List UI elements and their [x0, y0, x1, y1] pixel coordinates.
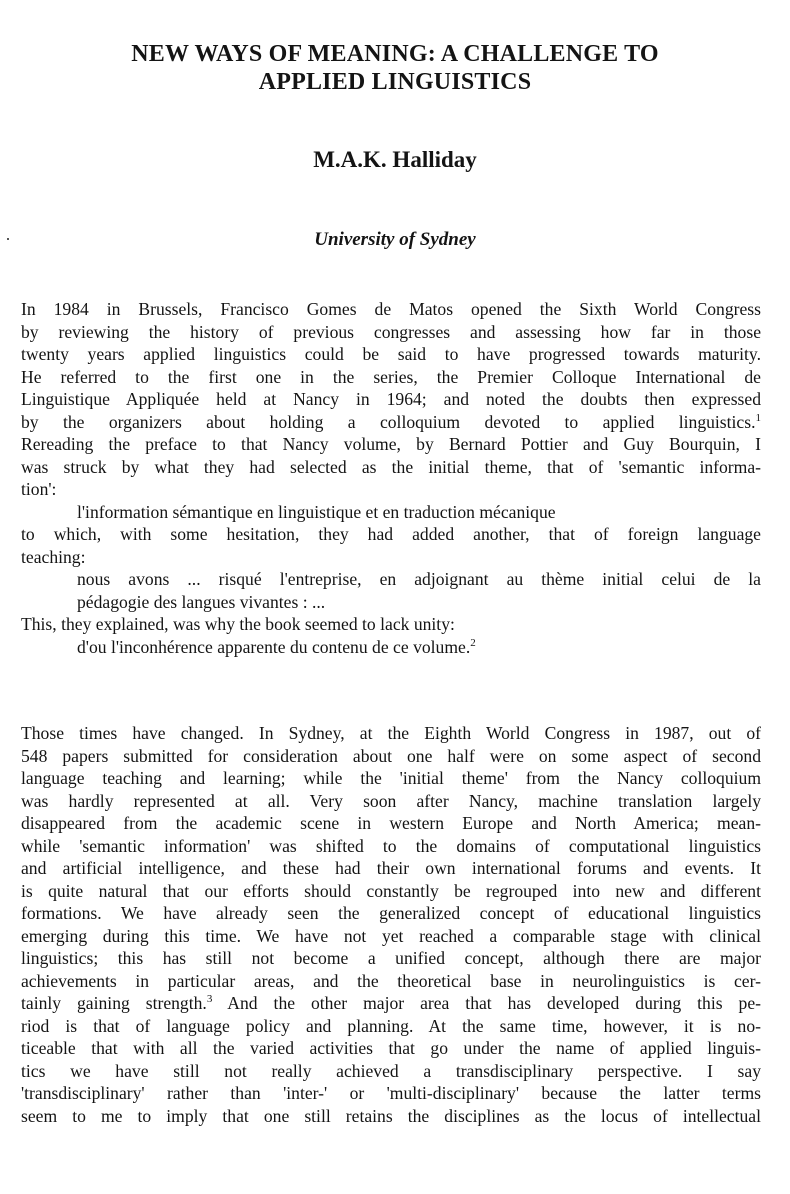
text-line: In 1984 in Brussels, Francisco Gomes de Matos opened the Sixth World Congress: [21, 299, 761, 319]
text-line: by reviewing the history of previous congresses and assessing how far in those: [21, 321, 761, 342]
text-line: He referred to the first one in the series, the Premier Colloque International de: [21, 366, 761, 387]
footnote-marker-2[interactable]: 2: [470, 636, 476, 649]
paper-title: [0, 40, 790, 96]
author-name: M.A.K. Halliday: [313, 147, 477, 172]
text-line: tics we have still not really achieved a transdisciplinary perspective. I say: [21, 1060, 761, 1081]
text-line: language teaching and learning; while the 'initial theme' from the Nancy colloquium: [21, 768, 761, 788]
paragraph-2: [21, 722, 761, 1127]
text-line: formations. We have already seen the generalized concept of educational linguistics: [21, 903, 761, 923]
title-line-1: NEW WAYS OF MEANING: A CHALLENGE TO: [131, 41, 659, 67]
text-line: 548 papers submitted for consideration about one half were on some aspect of second: [21, 745, 761, 766]
text-line: Those times have changed. In Sydney, at the Eighth World Congress in 1987, out of: [21, 723, 761, 743]
text-line: ticeable that with all the varied activities that go under the name of applied linguis-: [21, 1038, 761, 1058]
text-line: and artificial intelligence, and these had their own international forums and events. It: [21, 858, 761, 878]
text-line: Rereading the preface to that Nancy volume, by Bernard Pottier and Guy Bourquin, I: [21, 434, 761, 454]
text-line: riod is that of language policy and planning. At the same time, however, it is no-: [21, 1015, 761, 1036]
text-fragment: tainly gaining strength.: [21, 993, 207, 1013]
text-fragment: d'ou l'inconhérence apparente du contenu de ce volume.: [77, 636, 471, 657]
text-line: This, they explained, was why the book seemed to lack unity:: [21, 614, 455, 634]
text-line: tion':: [21, 479, 57, 499]
author-affiliation: University of Sydney: [314, 229, 476, 250]
text-line: while 'semantic information' was shifted to the domains of computational linguistics: [21, 835, 761, 856]
text-line: disappeared from the academic scene in western Europe and North America; mean-: [21, 813, 761, 833]
text-line: 'transdisciplinary' rather than 'inter-' or 'multi-disciplinary' because the latter terms: [21, 1083, 761, 1103]
quote-line: nous avons ... risqué l'entreprise, en adjoignant au thème initial celui de la: [77, 569, 761, 589]
footnote-marker-3[interactable]: 3: [206, 993, 213, 1006]
text-line: emerging during this time. We have not yet reached a comparable stage with clinical: [21, 925, 761, 946]
text-line: achievements in particular areas, and the theoretical base in neurolinguistics is cer-: [21, 970, 761, 991]
text-line: linguistics; this has still not become a unified concept, although there are major: [21, 948, 761, 968]
scan-speck: [7, 238, 9, 240]
quote-line: l'information sémantique en linguistique et en traduction mécanique: [77, 501, 556, 522]
text-line: teaching:: [21, 546, 86, 567]
text-line: twenty years applied linguistics could be said to have progressed towards maturity.: [21, 344, 761, 364]
text-line: was struck by what they had selected as the initial theme, that of 'semantic informa-: [21, 456, 761, 477]
text-fragment: by the organizers about holding a colloquium devoted to applied linguistics.: [21, 411, 756, 432]
text-line: Linguistique Appliquée held at Nancy in 1964; and noted the doubts then expressed: [21, 389, 761, 409]
text-line: to which, with some hesitation, they had added another, that of foreign language: [21, 524, 761, 544]
quote-line: pédagogie des langues vivantes : ...: [77, 591, 326, 612]
text-line: was hardly represented at all. Very soon after Nancy, machine translation largely: [21, 790, 761, 811]
text-line-with-footnote: [21, 992, 761, 1015]
text-line: is quite natural that our efforts should constantly be regrouped into new and different: [21, 880, 761, 901]
text-line: seem to me to imply that one still retains the disciplines as the locus of intellectual: [21, 1105, 761, 1126]
title-line-2: APPLIED LINGUISTICS: [258, 69, 532, 95]
text-line-with-footnote: [21, 411, 761, 434]
paragraph-1: [21, 298, 761, 658]
text-fragment: And the other major area that has developed during this pe-: [212, 993, 762, 1013]
footnote-marker-1[interactable]: 1: [755, 411, 761, 424]
quote-line-with-footnote: [21, 636, 761, 659]
